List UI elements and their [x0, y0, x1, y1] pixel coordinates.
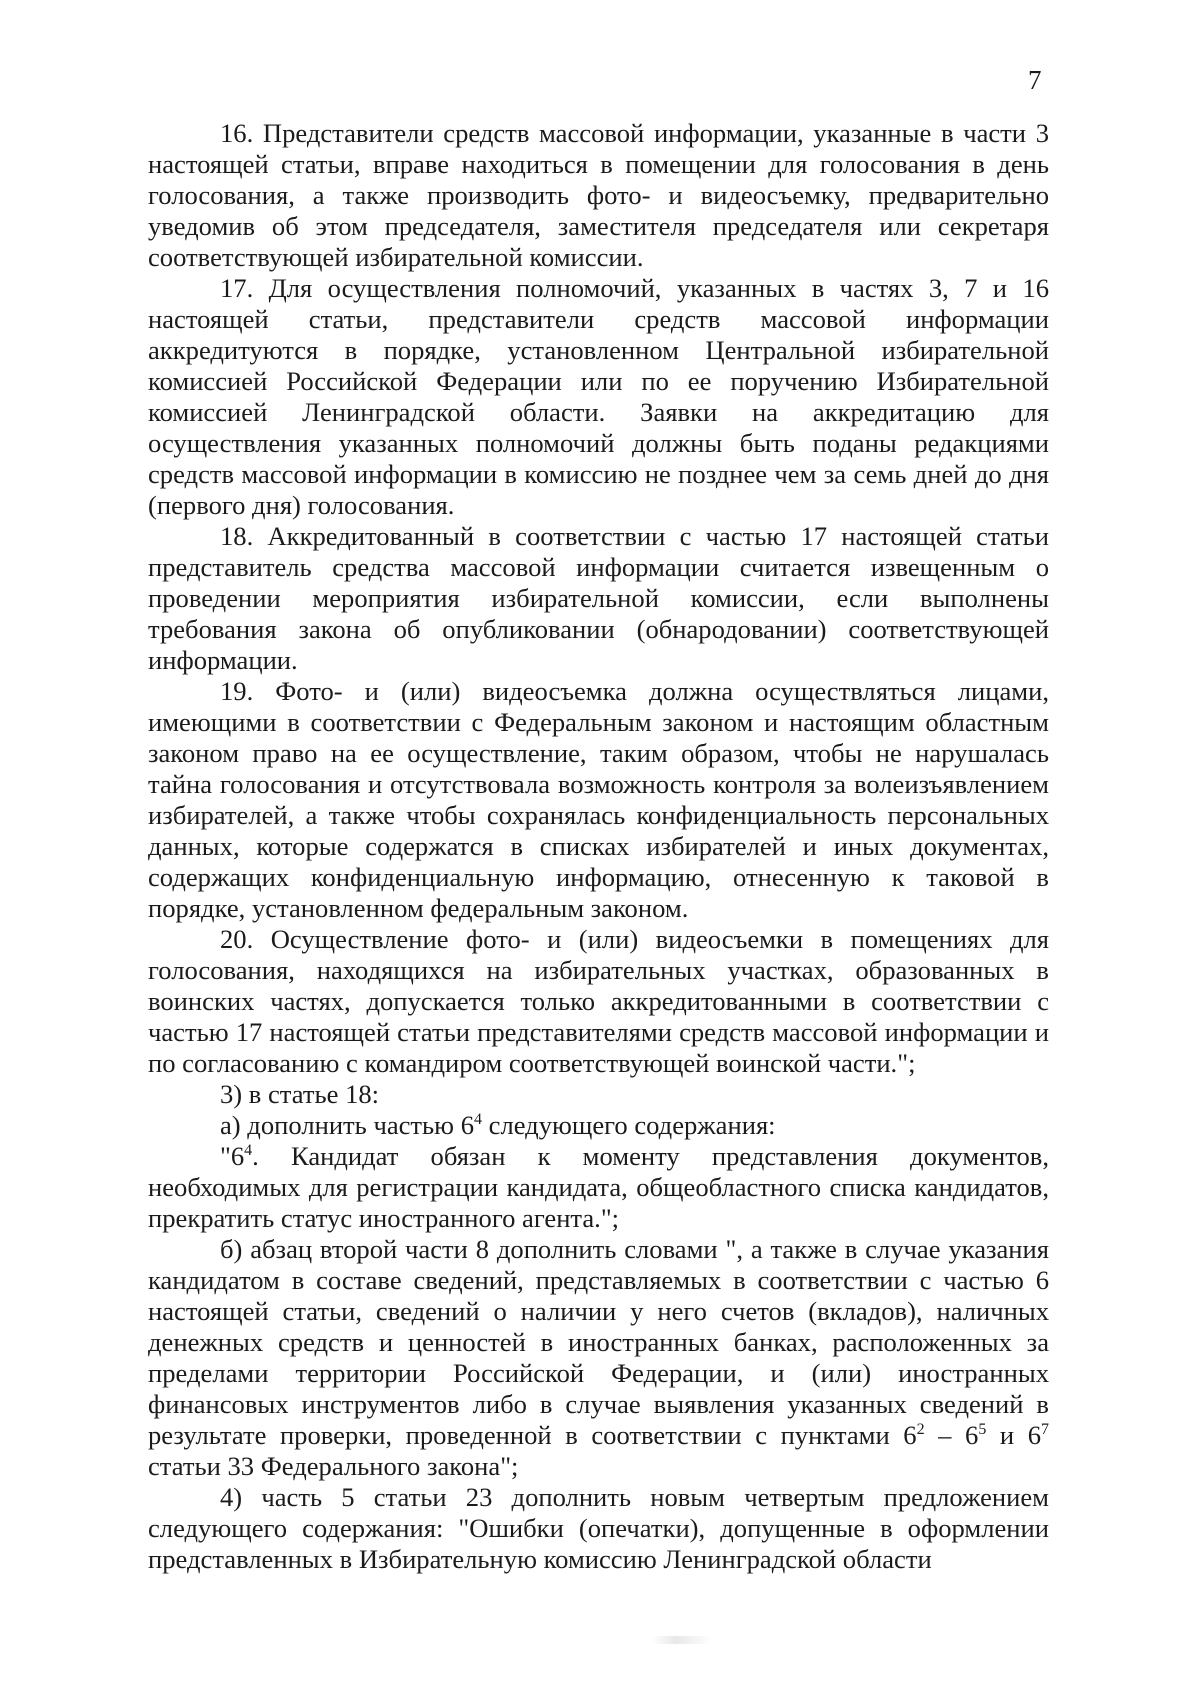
item-3a-text-end: следующего содержания:	[482, 1110, 776, 1140]
item-3b-mid: – 6	[924, 1420, 979, 1450]
quote-open: "6	[220, 1141, 245, 1171]
page-number: 7	[1028, 65, 1042, 95]
item-3b	[148, 1234, 1049, 1482]
quote-6-4	[148, 1141, 1049, 1234]
item-4: 4) часть 5 статьи 23 дополнить новым четвертым предложением следующего содержания: "Ошибки (опечатки), допущенные в оформлении представленных в Избирательную комиссию Ленинградской области	[148, 1482, 1049, 1574]
quote-text: . Кандидат обязан к моменту представления документов, необходимых для регистрации кандидата, общеобластного списка кандидатов, прекратить статус иностранного агента.";	[148, 1141, 1049, 1233]
paragraph-17: 17. Для осуществления полномочий, указанных в частях 3, 7 и 16 настоящей статьи, представители средств массовой информации аккредитуются в порядке, установленном Центральной избирательной комиссией Российской Федерации или по ее поручению Избирательной комиссией Ленинградской области. Заявки на аккредитацию для осуществления указанных полномочий должны быть поданы редакциями средств массовой информации в комиссию не позднее чем за семь дней до дня (первого дня) голосования.	[148, 273, 1049, 520]
item-3a	[148, 1110, 1049, 1141]
document-body	[148, 118, 1049, 1575]
superscript: 5	[978, 1421, 987, 1438]
superscript: 4	[244, 1142, 253, 1159]
superscript: 4	[474, 1111, 482, 1128]
item-3a-text: а) дополнить частью 6	[220, 1110, 474, 1140]
item-3b-end: статьи 33 Федерального закона";	[148, 1451, 519, 1481]
item-3: 3) в статье 18:	[220, 1079, 380, 1109]
superscript: 2	[916, 1421, 925, 1438]
item-3b-mid: и 6	[986, 1420, 1042, 1450]
paragraph-20: 20. Осуществление фото- и (или) видеосъемки в помещениях для голосования, находящихся на избирательных участках, образованных в воинских частях, допускается только аккредитованными в соответствии с частью 17 настоящей статьи представителями средств массовой информации и по согласованию с командиром соответствующей воинской части.";	[148, 924, 1049, 1078]
paragraph-19: 19. Фото- и (или) видеосъемка должна осуществляться лицами, имеющими в соответствии с Федеральным законом и настоящим областным законом право на ее осуществление, таким образом, чтобы не нарушалась тайна голосования и отсутствовала возможность контроля за волеизъявлением избирателей, а также чтобы сохранялась конфиденциальность персональных данных, которые содержатся в списках избирателей и иных документах, содержащих конфиденциальную информацию, отнесенную к таковой в порядке, установленном федеральным законом.	[148, 676, 1049, 923]
superscript: 7	[1041, 1421, 1050, 1438]
scan-artifact	[652, 1636, 712, 1644]
item-3b-text: б) абзац второй части 8 дополнить словами ", а также в случае указания кандидатом в составе сведений, представляемых в соответствии с частью 6 настоящей статьи, сведений о наличии у него счетов (вкладов), наличных денежных средств и ценностей в иностранных банках, расположенных за пределами территории Российской Федерации, и (или) иностранных финансовых инструментов либо в случае выявления указанных сведений в результате проверки, проведенной в соответствии с пунктами 6	[148, 1234, 1049, 1450]
paragraph-18: 18. Аккредитованный в соответствии с частью 17 настоящей статьи представитель средства массовой информации считается извещенным о проведении мероприятия избирательной комиссии, если выполнены требования закона об опубликовании (обнародовании) соответствующей информации.	[148, 521, 1049, 675]
paragraph-16: 16. Представители средств массовой информации, указанные в части 3 настоящей статьи, вправе находиться в помещении для голосования в день голосования, а также производить фото- и видеосъемку, предварительно уведомив об этом председателя, заместителя председателя или секретаря соответствующей избирательной комиссии.	[148, 118, 1049, 272]
